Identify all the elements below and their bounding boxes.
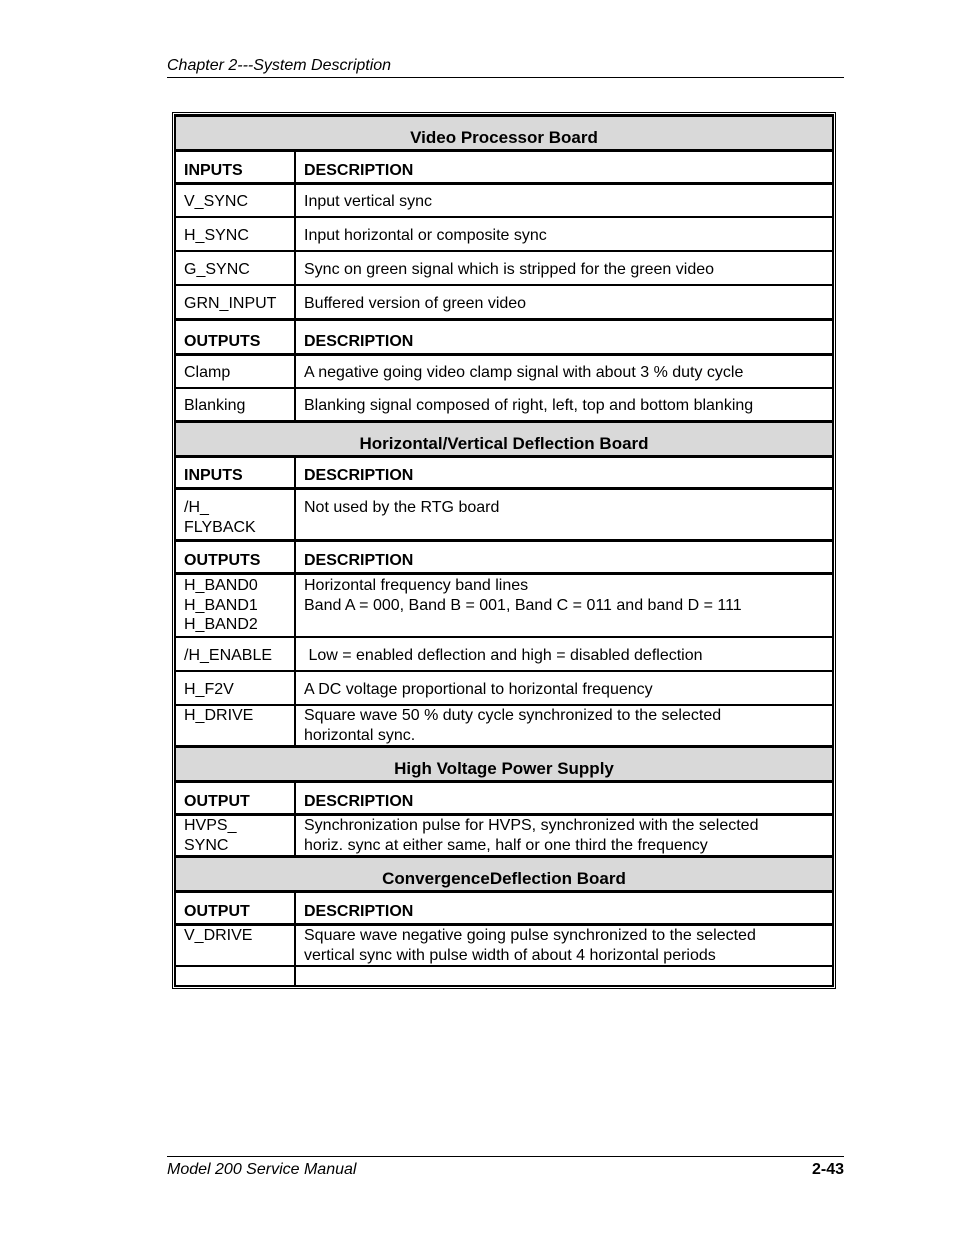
inputs-header: INPUTS <box>175 151 295 184</box>
signal-name: GRN_INPUT <box>175 285 295 319</box>
signal-description: A negative going video clamp signal with about 3 % duty cycle <box>295 355 833 388</box>
column-header-row <box>175 457 833 489</box>
table-row <box>175 388 833 421</box>
signal-name <box>175 574 295 637</box>
signal-name <box>175 489 295 540</box>
signal-name-line: HVPS_ <box>184 817 237 834</box>
manual-title: Model 200 Service Manual <box>167 1161 357 1178</box>
signal-description: Not used by the RTG board <box>295 489 833 540</box>
table-row <box>175 574 833 637</box>
signal-description: Blanking signal composed of right, left, top and bottom blanking <box>295 388 833 421</box>
signal-name: V_DRIVE <box>175 925 295 966</box>
signal-description <box>295 574 833 637</box>
table-row <box>175 285 833 319</box>
signal-description: Low = enabled deflection and high = disabled deflection <box>295 637 833 671</box>
signal-name-line: H_BAND1 <box>184 596 258 614</box>
signal-name-line: /H_ <box>184 499 209 516</box>
column-header-row <box>175 540 833 574</box>
section-title: Video Processor Board <box>175 115 833 151</box>
section-header <box>175 856 833 892</box>
description-line: Band A = 000, Band B = 001, Band C = 011 and band D = 111 <box>304 596 742 614</box>
signal-description: Input horizontal or composite sync <box>295 217 833 251</box>
table-row <box>175 705 833 746</box>
signal-name-line: H_BAND2 <box>184 616 258 633</box>
description-line: Synchronization pulse for HVPS, synchronized with the selected <box>304 817 759 834</box>
signal-description <box>295 925 833 966</box>
description-header: DESCRIPTION <box>295 892 833 925</box>
signal-name: H_DRIVE <box>175 705 295 746</box>
outputs-header: OUTPUTS <box>175 319 295 355</box>
column-header-row <box>175 782 833 815</box>
table-row <box>175 815 833 856</box>
section-header <box>175 115 833 151</box>
description-header: DESCRIPTION <box>295 540 833 574</box>
signal-name: G_SYNC <box>175 251 295 285</box>
table-row <box>175 489 833 540</box>
empty-cell <box>175 966 295 986</box>
inputs-header: INPUTS <box>175 457 295 489</box>
signal-name: Blanking <box>175 388 295 421</box>
signal-name-line: SYNC <box>184 836 229 854</box>
section-title: High Voltage Power Supply <box>175 746 833 782</box>
table-row <box>175 671 833 705</box>
outputs-header: OUTPUTS <box>175 540 295 574</box>
empty-row <box>175 966 833 986</box>
table-row <box>175 925 833 966</box>
signal-name: V_SYNC <box>175 184 295 217</box>
signal-name <box>175 815 295 856</box>
signal-description: A DC voltage proportional to horizontal frequency <box>295 671 833 705</box>
empty-cell <box>295 966 833 986</box>
description-line: vertical sync with pulse width of about 4 horizontal periods <box>304 946 716 964</box>
signal-description: Sync on green signal which is stripped for the green video <box>295 251 833 285</box>
signal-name: H_SYNC <box>175 217 295 251</box>
table-row <box>175 217 833 251</box>
page-number: 2-43 <box>811 1161 844 1178</box>
chapter-title: Chapter 2---System Description <box>167 57 392 74</box>
signal-name: H_F2V <box>175 671 295 705</box>
table-row <box>175 355 833 388</box>
signal-name-line: FLYBACK <box>184 518 256 536</box>
signal-description: Buffered version of green video <box>295 285 833 319</box>
description-line: horiz. sync at either same, half or one third the frequency <box>304 836 708 854</box>
section-title: Horizontal/Vertical Deflection Board <box>175 421 833 457</box>
table-row <box>175 184 833 217</box>
description-line: Horizontal frequency band lines <box>304 577 529 594</box>
section-header <box>175 746 833 782</box>
column-header-row <box>175 892 833 925</box>
section-header <box>175 421 833 457</box>
description-header: DESCRIPTION <box>295 782 833 815</box>
output-header: OUTPUT <box>175 892 295 925</box>
signal-description <box>295 705 833 746</box>
page-footer <box>167 1156 844 1180</box>
table-row <box>175 637 833 671</box>
description-header: DESCRIPTION <box>295 319 833 355</box>
signal-name-line: H_BAND0 <box>184 577 258 594</box>
page-header <box>167 56 844 78</box>
column-header-row <box>175 319 833 355</box>
description-header: DESCRIPTION <box>295 457 833 489</box>
signal-description: Input vertical sync <box>295 184 833 217</box>
signal-table <box>172 112 836 989</box>
table-row <box>175 251 833 285</box>
output-header: OUTPUT <box>175 782 295 815</box>
signal-name: /H_ENABLE <box>175 637 295 671</box>
signal-description <box>295 815 833 856</box>
description-line: Square wave 50 % duty cycle synchronized to the selected <box>304 707 722 724</box>
description-line: Square wave negative going pulse synchronized to the selected <box>304 927 756 944</box>
column-header-row <box>175 151 833 184</box>
section-title: ConvergenceDeflection Board <box>175 856 833 892</box>
description-header: DESCRIPTION <box>295 151 833 184</box>
signal-name: Clamp <box>175 355 295 388</box>
description-line: horizontal sync. <box>304 726 416 744</box>
